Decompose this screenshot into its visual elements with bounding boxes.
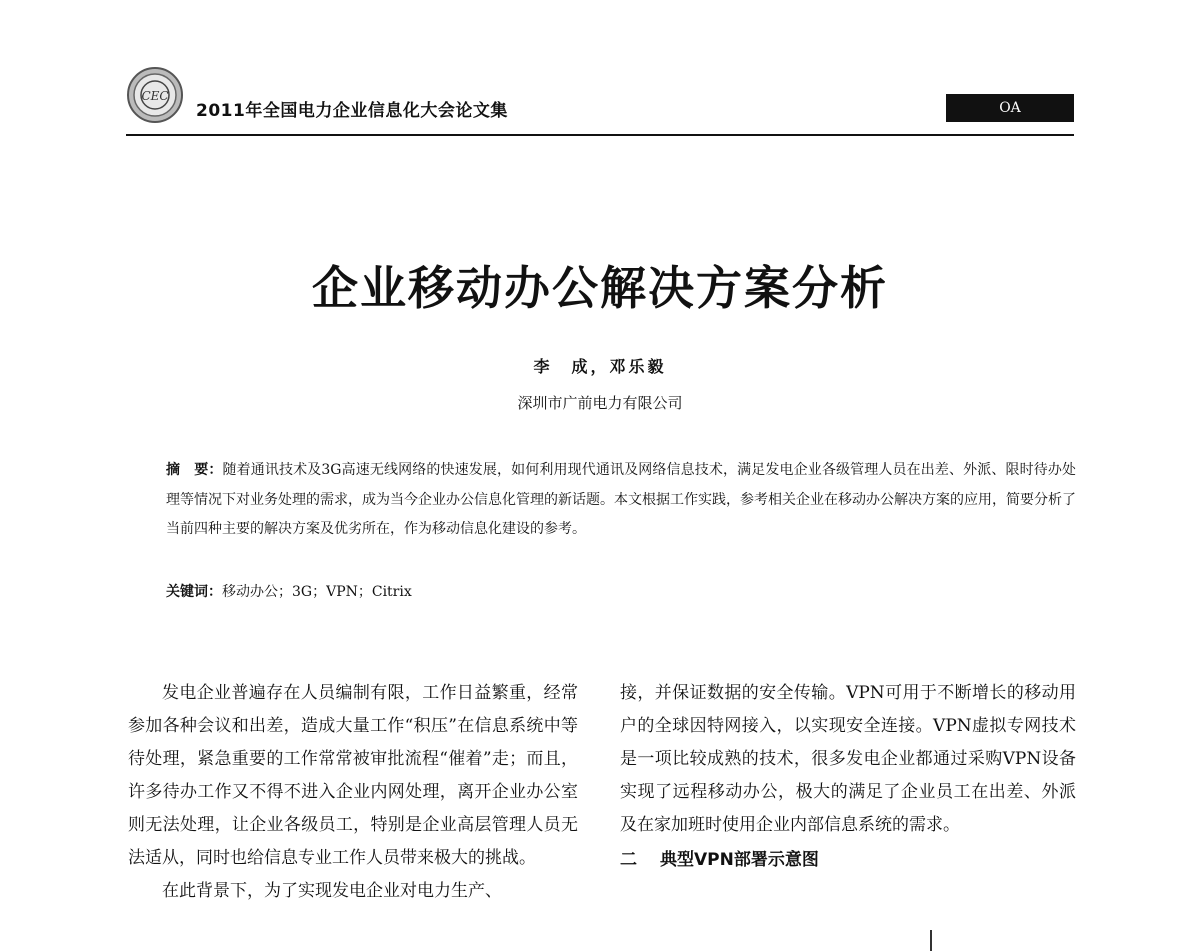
journal-title: 2011年全国电力企业信息化大会论文集 — [196, 101, 508, 121]
paper-affiliation: 深圳市广前电力有限公司 — [517, 394, 683, 412]
body-paragraph: 在此背景下，为了实现发电企业对电力生产、 — [162, 881, 502, 901]
body-column-left — [128, 677, 578, 908]
body-column-right — [620, 677, 1076, 877]
paper-authors: 李 成，邓乐毅 — [533, 357, 667, 376]
section-tag-badge: OA — [946, 94, 1074, 122]
header-rule — [126, 134, 1074, 136]
keywords-label: 关键词： — [166, 584, 222, 600]
svg-text:CEC: CEC — [141, 89, 169, 103]
section-heading — [620, 844, 1076, 877]
abstract — [166, 456, 1076, 545]
figure-fragment — [930, 930, 932, 951]
section-title: 典型VPN部署示意图 — [660, 850, 819, 870]
section-number: 二 — [620, 850, 637, 870]
abstract-text: 随着通讯技术及3G高速无线网络的快速发展，如何利用现代通讯及网络信息技术，满足发电企业各级管理人员在出差、外派、限时待办处理等情况下对业务处理的需求，成为当今企业办公信息化管理的新话题。本文根据工作实践，参考相关企业在移动办公解决方案的应用，简要分析了当前四种主要的解决方案及优劣所在，作为移动信息化建设的参考。 — [166, 462, 1077, 537]
cec-logo-icon — [126, 66, 184, 124]
keywords — [166, 578, 1076, 606]
paper-title: 企业移动办公解决方案分析 — [312, 261, 888, 315]
page-header — [126, 66, 1076, 138]
keywords-text: 移动办公；3G；VPN；Citrix — [222, 584, 412, 600]
body-paragraph: 接，并保证数据的安全传输。VPN可用于不断增长的移动用户的全球因特网接入，以实现安全连接。VPN虚拟专网技术是一项比较成熟的技术，很多发电企业都通过采购VPN设备实现了远程移动办公，极大的满足了企业员工在出差、外派及在家加班时使用企业内部信息系统的需求。 — [620, 683, 1076, 835]
body-paragraph: 发电企业普遍存在人员编制有限，工作日益繁重，经常参加各种会议和出差，造成大量工作“积压”在信息系统中等待处理，紧急重要的工作常常被审批流程“催着”走；而且，许多待办工作又不得不进入企业内网处理，离开企业办公室则无法处理，让企业各级员工，特别是企业高层管理人员无法适从，同时也给信息专业工作人员带来极大的挑战。 — [128, 683, 578, 868]
abstract-label: 摘 要： — [166, 462, 223, 478]
